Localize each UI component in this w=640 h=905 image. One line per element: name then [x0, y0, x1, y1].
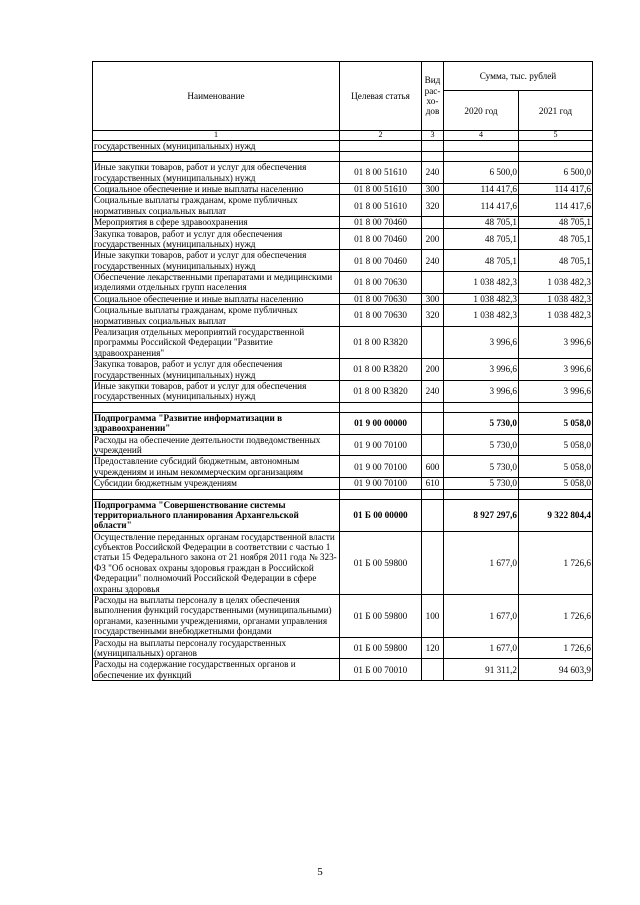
row-target-code: 01 Б 00 59800	[340, 531, 422, 594]
row-target-code: 01 9 00 70100	[340, 478, 422, 489]
row-sum-2020: 1 038 482,3	[444, 293, 519, 304]
row-sum-2021: 3 996,6	[519, 327, 593, 359]
row-sum-2020: 48 705,1	[444, 250, 519, 272]
table-row	[93, 595, 593, 638]
row-expense-type: 300	[422, 293, 444, 304]
row-sum-2020: 1 677,0	[444, 531, 519, 594]
column-index: 2	[340, 131, 422, 141]
row-target-code: 01 8 00 70630	[340, 293, 422, 304]
table-row	[93, 183, 593, 194]
spacer-row	[93, 489, 593, 499]
table-row	[93, 478, 593, 489]
row-target-code: 01 8 00 70630	[340, 272, 422, 294]
row-sum-2020: 6 500,0	[444, 162, 519, 184]
row-name: Расходы на выплаты персоналу в целях обеспечения выполнения функций государственными (муниципальными) органами, казенными учреждениями, органами управления государственными внебюджетными фондами	[93, 595, 340, 638]
row-target-code: 01 8 00 51610	[340, 183, 422, 194]
row-target-code	[340, 489, 422, 499]
header-vid: Вид рас-хо-дов	[422, 62, 444, 131]
row-expense-type	[422, 412, 444, 434]
row-sum-2021	[519, 140, 593, 151]
row-name: Расходы на обеспечение деятельности подведомственных учреждений	[93, 434, 340, 456]
row-sum-2021	[519, 402, 593, 412]
row-sum-2021: 94 603,9	[519, 659, 593, 681]
row-sum-2021: 1 038 482,3	[519, 293, 593, 304]
row-expense-type	[422, 499, 444, 531]
header-row	[93, 62, 593, 91]
row-expense-type	[422, 434, 444, 456]
table-row	[93, 217, 593, 228]
row-expense-type: 300	[422, 183, 444, 194]
table-row	[93, 228, 593, 250]
row-target-code: 01 Б 00 59800	[340, 637, 422, 659]
table-row	[93, 434, 593, 456]
table-row	[93, 531, 593, 594]
row-target-code: 01 8 00 70460	[340, 217, 422, 228]
column-index: 1	[93, 131, 340, 141]
row-target-code: 01 8 00 70630	[340, 305, 422, 327]
row-sum-2021: 9 322 804,4	[519, 499, 593, 531]
spacer-row	[93, 152, 593, 162]
row-sum-2020: 5 730,0	[444, 478, 519, 489]
row-sum-2020: 91 311,2	[444, 659, 519, 681]
row-sum-2020: 48 705,1	[444, 217, 519, 228]
row-target-code: 01 Б 00 59800	[340, 595, 422, 638]
row-target-code: 01 8 00 R3820	[340, 381, 422, 403]
table-row	[93, 250, 593, 272]
row-sum-2021: 1 726,6	[519, 637, 593, 659]
row-sum-2021: 5 058,0	[519, 456, 593, 478]
row-target-code: 01 9 00 70100	[340, 456, 422, 478]
spacer-row	[93, 402, 593, 412]
row-sum-2021: 48 705,1	[519, 228, 593, 250]
row-name: Мероприятия в сфере здравоохранения	[93, 217, 340, 228]
row-name: Подпрограмма "Совершенствование системы территориального планирования Архангельской области"	[93, 499, 340, 531]
row-expense-type: 610	[422, 478, 444, 489]
row-expense-type	[422, 659, 444, 681]
column-index: 5	[519, 131, 593, 141]
row-target-code: 01 8 00 70460	[340, 228, 422, 250]
row-expense-type: 240	[422, 162, 444, 184]
row-name: Реализация отдельных мероприятий государственной программы Российской Федерации "Развитие здравоохранения"	[93, 327, 340, 359]
row-target-code: 01 Б 00 70010	[340, 659, 422, 681]
row-name: Расходы на выплаты персоналу государственных (муниципальных) органов	[93, 637, 340, 659]
row-sum-2021: 114 417,6	[519, 183, 593, 194]
row-target-code: 01 8 00 70460	[340, 250, 422, 272]
table-row	[93, 327, 593, 359]
row-sum-2021: 114 417,6	[519, 195, 593, 217]
header-name: Наименование	[93, 62, 340, 131]
header-target: Целевая статья	[340, 62, 422, 131]
row-target-code	[340, 152, 422, 162]
row-sum-2020: 114 417,6	[444, 195, 519, 217]
table-row	[93, 140, 593, 151]
table-row	[93, 659, 593, 681]
row-target-code: 01 Б 00 00000	[340, 499, 422, 531]
row-target-code	[340, 402, 422, 412]
row-name: Социальные выплаты гражданам, кроме публичных нормативных социальных выплат	[93, 305, 340, 327]
table-body	[93, 140, 593, 680]
row-expense-type: 120	[422, 637, 444, 659]
row-sum-2021: 48 705,1	[519, 217, 593, 228]
table-row	[93, 305, 593, 327]
row-sum-2020: 3 996,6	[444, 327, 519, 359]
row-name: Предоставление субсидий бюджетным, автономным учреждениям и иным некоммерческим организациям	[93, 456, 340, 478]
table-row	[93, 499, 593, 531]
row-sum-2020	[444, 489, 519, 499]
row-sum-2021	[519, 152, 593, 162]
table-row	[93, 637, 593, 659]
header-sum: Сумма, тыс. рублей	[444, 62, 593, 91]
row-sum-2021: 3 996,6	[519, 359, 593, 381]
row-sum-2020	[444, 152, 519, 162]
row-sum-2021: 1 726,6	[519, 531, 593, 594]
row-sum-2021: 5 058,0	[519, 478, 593, 489]
row-sum-2020	[444, 402, 519, 412]
budget-table	[92, 61, 593, 681]
row-name: Осуществление переданных органам государственной власти субъектов Российской Федерации в соответствии с частью 1 статьи 15 Федерального закона от 21 ноября 2011 года № 323-ФЗ "Об основах охраны здоровья граждан в Российской Федерации" полномочий Российской Федерации в сфере охраны здоровья	[93, 531, 340, 594]
table-row	[93, 359, 593, 381]
header-year-2021: 2021 год	[519, 91, 593, 131]
row-sum-2021: 6 500,0	[519, 162, 593, 184]
row-name: Социальные выплаты гражданам, кроме публичных нормативных социальных выплат	[93, 195, 340, 217]
row-name	[93, 402, 340, 412]
row-name: Расходы на содержание государственных органов и обеспечение их функций	[93, 659, 340, 681]
row-sum-2020: 1 038 482,3	[444, 305, 519, 327]
table-row	[93, 293, 593, 304]
row-name: Обеспечение лекарственными препаратами и медицинскими изделиями отдельных групп населения	[93, 272, 340, 294]
table-row	[93, 272, 593, 294]
row-expense-type	[422, 217, 444, 228]
row-sum-2020: 5 730,0	[444, 412, 519, 434]
row-sum-2020: 1 038 482,3	[444, 272, 519, 294]
row-target-code: 01 8 00 R3820	[340, 359, 422, 381]
row-name: государственных (муниципальных) нужд	[93, 140, 340, 151]
row-sum-2020: 114 417,6	[444, 183, 519, 194]
row-sum-2021: 5 058,0	[519, 412, 593, 434]
row-sum-2021: 1 038 482,3	[519, 305, 593, 327]
row-expense-type	[422, 152, 444, 162]
row-sum-2020: 5 730,0	[444, 434, 519, 456]
row-target-code: 01 8 00 R3820	[340, 327, 422, 359]
row-expense-type: 200	[422, 228, 444, 250]
row-target-code	[340, 140, 422, 151]
table-row	[93, 412, 593, 434]
row-expense-type	[422, 402, 444, 412]
row-expense-type: 240	[422, 381, 444, 403]
row-sum-2021	[519, 489, 593, 499]
row-expense-type: 320	[422, 195, 444, 217]
row-expense-type: 100	[422, 595, 444, 638]
row-sum-2021: 1 038 482,3	[519, 272, 593, 294]
row-name: Социальное обеспечение и иные выплаты населению	[93, 293, 340, 304]
row-sum-2020: 3 996,6	[444, 359, 519, 381]
table-row	[93, 195, 593, 217]
row-name	[93, 489, 340, 499]
row-sum-2020: 48 705,1	[444, 228, 519, 250]
table-row	[93, 162, 593, 184]
header-year-2020: 2020 год	[444, 91, 519, 131]
row-target-code: 01 8 00 51610	[340, 195, 422, 217]
row-expense-type	[422, 327, 444, 359]
row-sum-2020: 3 996,6	[444, 381, 519, 403]
row-sum-2020	[444, 140, 519, 151]
row-expense-type	[422, 489, 444, 499]
row-sum-2020: 1 677,0	[444, 637, 519, 659]
row-expense-type	[422, 272, 444, 294]
column-index-row	[93, 131, 593, 141]
row-sum-2020: 1 677,0	[444, 595, 519, 638]
row-expense-type: 320	[422, 305, 444, 327]
row-name: Иные закупки товаров, работ и услуг для обеспечения государственных (муниципальных) нужд	[93, 250, 340, 272]
row-sum-2021: 5 058,0	[519, 434, 593, 456]
table-row	[93, 381, 593, 403]
row-sum-2021: 3 996,6	[519, 381, 593, 403]
row-name: Закупка товаров, работ и услуг для обеспечения государственных (муниципальных) нужд	[93, 228, 340, 250]
row-expense-type	[422, 140, 444, 151]
row-name: Иные закупки товаров, работ и услуг для обеспечения государственных (муниципальных) нужд	[93, 381, 340, 403]
row-name: Субсидии бюджетным учреждениям	[93, 478, 340, 489]
page-number: 5	[317, 866, 323, 878]
row-target-code: 01 8 00 51610	[340, 162, 422, 184]
row-target-code: 01 9 00 00000	[340, 412, 422, 434]
row-expense-type: 200	[422, 359, 444, 381]
row-name: Подпрограмма "Развитие информатизации в здравоохранении"	[93, 412, 340, 434]
column-index: 4	[444, 131, 519, 141]
row-name: Закупка товаров, работ и услуг для обеспечения государственных (муниципальных) нужд	[93, 359, 340, 381]
row-sum-2021: 1 726,6	[519, 595, 593, 638]
row-sum-2020: 8 927 297,6	[444, 499, 519, 531]
row-expense-type	[422, 531, 444, 594]
table-row	[93, 456, 593, 478]
column-index: 3	[422, 131, 444, 141]
row-name	[93, 152, 340, 162]
row-name: Социальное обеспечение и иные выплаты населению	[93, 183, 340, 194]
row-target-code: 01 9 00 70100	[340, 434, 422, 456]
row-sum-2021: 48 705,1	[519, 250, 593, 272]
row-expense-type: 240	[422, 250, 444, 272]
row-name: Иные закупки товаров, работ и услуг для обеспечения государственных (муниципальных) нужд	[93, 162, 340, 184]
row-sum-2020: 5 730,0	[444, 456, 519, 478]
row-expense-type: 600	[422, 456, 444, 478]
